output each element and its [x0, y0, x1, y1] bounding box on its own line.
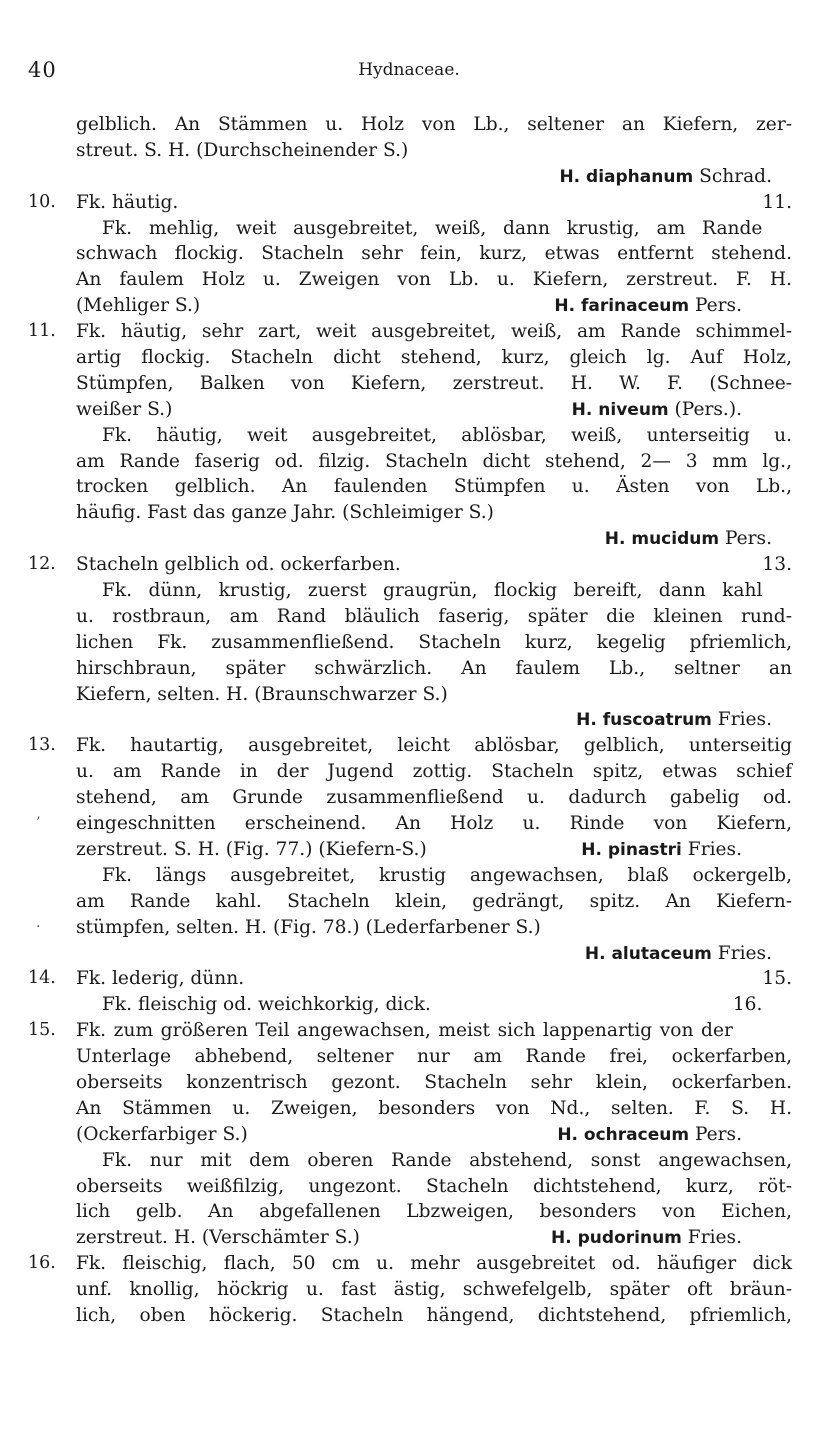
species-author: Pers. [689, 295, 742, 317]
line-text: (Ockerfarbiger S.) [76, 1123, 248, 1145]
line-text: Stümpfen, Balken von Kiefern, zerstreut. H. W. F. (Schnee- [76, 372, 792, 394]
species-name-group [581, 837, 792, 863]
species-name-group [554, 293, 792, 319]
text-line [76, 397, 792, 423]
line-text: u. am Rande in der Jugend zottig. Stacheln spitz, etwas schief [76, 761, 792, 783]
text-line [76, 164, 792, 190]
line-text: schwach flockig. Stacheln sehr fein, kurz, etwas entfernt stehend. [76, 243, 792, 265]
text-line [76, 1044, 792, 1070]
line-text: lichen Fk. zusammenfließend. Stacheln kurz, kegelig pfriemlich, [76, 631, 792, 653]
line-text: An faulem Holz u. Zweigen von Lb. u. Kiefern, zerstreut. F. H. [76, 269, 792, 291]
line-text: Fk. häutig, sehr zart, weit ausgebreitet, weiß, am Rande schimmel- [76, 321, 792, 343]
species-author: Pers. [689, 1123, 742, 1145]
line-text: lich, oben höckerig. Stacheln hängend, dichtstehend, pfriemlich, [76, 1304, 792, 1326]
text-line [76, 578, 792, 604]
text-line [76, 1199, 792, 1225]
text-line [28, 190, 792, 216]
species-author: Fries. [681, 838, 742, 860]
species-name: H. farinaceum [554, 296, 690, 317]
text-line [76, 474, 792, 500]
text-line [76, 449, 792, 475]
line-text: streut. S. H. (Durchscheinender S.) [76, 139, 409, 161]
species-name-group [572, 397, 792, 423]
line-text: Stacheln gelblich od. ockerfarben. [76, 554, 401, 576]
text-line [28, 733, 792, 759]
key-number: 13. [28, 735, 56, 756]
line-text: lich gelb. An abgefallenen Lbzweigen, besonders von Eichen, [76, 1201, 792, 1223]
line-text: am Rande faserig od. filzig. Stacheln dicht stehend, 2— 3 mm lg., [76, 450, 792, 472]
key-reference: 11. [762, 191, 792, 213]
line-text: zerstreut. H. (Verschämter S.) [76, 1227, 360, 1249]
text-line [76, 1096, 792, 1122]
text-line [76, 138, 792, 164]
line-text: Fk. nur mit dem oberen Rande abstehend, sonst angewachsen, [102, 1149, 792, 1171]
line-text: stümpfen, selten. H. (Fig. 78.) (Lederfarbener S.) [76, 916, 541, 938]
margin-mark: ’ [36, 815, 41, 832]
text-line [76, 1070, 792, 1096]
line-text: An Stämmen u. Zweigen, besonders von Nd., selten. F. S. H. [76, 1097, 792, 1119]
species-author: (Pers.). [668, 398, 742, 420]
line-text: (Mehliger S.) [76, 295, 201, 317]
line-text: Fk. häutig. [76, 191, 179, 213]
text-line [76, 759, 792, 785]
key-number: 12. [28, 554, 56, 575]
line-text: Fk. häutig, weit ausgebreitet, ablösbar, weiß, unterseitig u. [102, 424, 792, 446]
text-line [76, 1148, 792, 1174]
line-text: stehend, am Grunde zusammenfließend u. dadurch gabelig od. [76, 787, 792, 809]
line-text: unf. knollig, höckrig u. fast ästig, schwefelgelb, später oft bräun- [76, 1279, 792, 1301]
line-text: oberseits konzentrisch gezont. Stacheln sehr klein, ockerfarben. [76, 1071, 792, 1093]
species-author: Fries. [711, 942, 772, 964]
species-name: H. pinastri [581, 839, 682, 860]
line-text: weißer S.) [76, 398, 173, 420]
text-line [76, 604, 792, 630]
species-name: H. fuscoatrum [576, 710, 712, 731]
text-line [28, 1018, 792, 1044]
line-text: oberseits weißfilzig, ungezont. Stacheln dichtstehend, kurz, röt- [76, 1175, 792, 1197]
species-name: H. diaphanum [559, 166, 694, 187]
text-line [28, 552, 792, 578]
text-line [76, 707, 792, 733]
key-number: 16. [28, 1253, 56, 1274]
line-text: u. rostbraun, am Rand bläulich faserig, später die kleinen rund- [76, 605, 792, 627]
line-text: Fk. hautartig, ausgebreitet, leicht ablösbar, gelblich, unterseitig [76, 735, 792, 757]
text-line [76, 1174, 792, 1200]
text-line [76, 837, 792, 863]
species-author: Fries. [711, 709, 772, 731]
line-text: Kiefern, selten. H. (Braunschwarzer S.) [76, 683, 448, 705]
species-author: Pers. [719, 528, 772, 550]
text-line [76, 656, 792, 682]
species-author: Schrad. [693, 165, 772, 187]
key-reference: 15. [762, 968, 792, 990]
line-text: Fk. dünn, krustig, zuerst graugrün, flockig bereift, dann kahl [102, 580, 763, 602]
text-line [76, 371, 792, 397]
key-number: 10. [28, 191, 56, 212]
species-name: H. niveum [571, 399, 669, 420]
text-line [76, 423, 792, 449]
text-line [76, 1277, 792, 1303]
species-name: H. pudorinum [551, 1228, 682, 1249]
line-text: Fk. fleischig od. weichkorkig, dick. [102, 994, 431, 1016]
line-text: zerstreut. S. H. (Fig. 77.) (Kiefern-S.) [76, 838, 427, 860]
text-line [76, 1122, 792, 1148]
page-header [28, 58, 790, 88]
key-reference: 16. [732, 994, 763, 1016]
text-line [76, 112, 792, 138]
text-line [36, 811, 792, 837]
line-text: häufig. Fast das ganze Jahr. (Schleimiger S.) [76, 502, 494, 524]
species-name: H. mucidum [604, 529, 720, 550]
text-line [76, 863, 792, 889]
text-line [76, 630, 792, 656]
species-name-group [557, 1122, 792, 1148]
margin-mark: · [36, 918, 41, 935]
text-line [28, 1251, 792, 1277]
species-author: Fries. [681, 1227, 742, 1249]
species-name-group [551, 1225, 792, 1251]
line-text: am Rande kahl. Stacheln klein, gedrängt, spitz. An Kiefern- [76, 890, 792, 912]
text-body [28, 112, 792, 1329]
text-line [28, 966, 792, 992]
line-text: trocken gelblich. An faulenden Stümpfen u. Ästen von Lb., [76, 476, 792, 498]
page-number: 40 [28, 58, 57, 82]
running-title: Hydnaceae. [358, 60, 460, 80]
line-text: artig flockig. Stacheln dicht stehend, kurz, gleich lg. Auf Holz, [76, 347, 792, 369]
text-line [76, 526, 792, 552]
text-line [76, 241, 792, 267]
text-line [76, 889, 792, 915]
key-number: 14. [28, 968, 56, 989]
line-text: Fk. zum größeren Teil angewachsen, meist sich lappenartig von der [76, 1020, 733, 1042]
text-line [28, 319, 792, 345]
species-name: H. alutaceum [584, 943, 712, 964]
text-line [76, 682, 792, 708]
line-text: eingeschnitten erscheinend. An Holz u. Rinde von Kiefern, [76, 813, 792, 835]
key-reference: 13. [762, 554, 792, 576]
text-line [76, 1225, 792, 1251]
text-line [76, 941, 792, 967]
line-text: Fk. lederig, dünn. [76, 968, 245, 990]
line-text: hirschbraun, später schwärzlich. An faulem Lb., seltner an [76, 657, 792, 679]
text-line [76, 500, 792, 526]
text-line [36, 915, 792, 941]
text-line [76, 293, 792, 319]
text-line [76, 992, 792, 1018]
key-number: 15. [28, 1020, 56, 1041]
line-text: Unterlage abhebend, seltener nur am Rande frei, ockerfarben, [76, 1046, 792, 1068]
text-line [76, 345, 792, 371]
line-text: Fk. mehlig, weit ausgebreitet, weiß, dann krustig, am Rande [102, 217, 763, 239]
line-text: Fk. fleischig, flach, 50 cm u. mehr ausgebreitet od. häufiger dick [76, 1253, 792, 1275]
text-line [76, 785, 792, 811]
text-line [76, 216, 792, 242]
line-text: Fk. längs ausgebreitet, krustig angewachsen, blaß ockergelb, [102, 864, 792, 886]
text-line [76, 267, 792, 293]
text-line [76, 1303, 792, 1329]
species-name: H. ochraceum [557, 1124, 690, 1145]
line-text: gelblich. An Stämmen u. Holz von Lb., seltener an Kiefern, zer- [76, 114, 792, 135]
key-number: 11. [28, 321, 56, 342]
